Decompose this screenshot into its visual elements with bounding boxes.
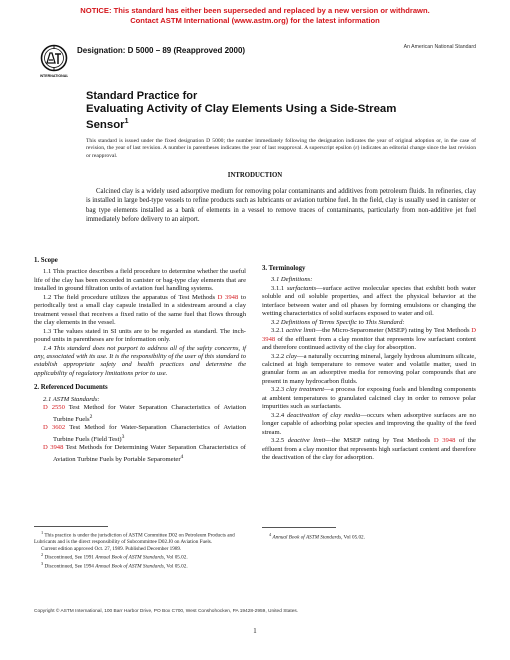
term-3-2-5: 3.2.5 deactive limit—the MSEP rating by Test Methods D 3948 of the effluent from a clay monitor that represents high surfactant content and therefore the deactivation of the clay for adsorption. (262, 437, 476, 461)
title-line-1: Standard Practice for (86, 90, 198, 102)
link-d2550[interactable]: D 2550 (43, 404, 65, 412)
logo-wordmark: INTERNATIONAL (40, 74, 68, 78)
scope-heading: 1. Scope (34, 257, 58, 264)
footnote-3: $^3$ Discontinued, See 1994 Annual Book of ASTM Standards, Vol 05.02. (41, 561, 188, 571)
specific-definitions-subheading: 3.2 Definitions of Terms Specific to This Standard: (271, 318, 405, 326)
astm-standards-subheading: 2.1 ASTM Standards: (43, 395, 100, 403)
footnote-1-edition: Current edition approved Oct. 27, 1989. Published December 1989. (41, 545, 182, 552)
terminology-heading: 3. Terminology (262, 265, 306, 272)
right-column (262, 253, 476, 462)
american-national-standard-label: An American National Standard (403, 44, 476, 50)
title-footnote-marker: 1 (124, 117, 129, 125)
notice-line-1: NOTICE: This standard has either been superseded and replaced by a new version or withdrawn. (80, 6, 430, 15)
term-3-2-1: 3.2.1 active limit—the Micro-Separometer (MSEP) rating by Test Methods D 3948 of the effluent from a clay monitor that represents low surfactant content and therefore continued activity of the clay for absorption. (262, 327, 477, 352)
introduction-heading: INTRODUCTION (227, 172, 283, 179)
notice-line-2: Contact ASTM International (www.astm.org) for the latest information (130, 15, 380, 25)
referenced-documents-heading: 2. Referenced Documents (34, 384, 108, 392)
title-line-3: Sensor$^1$ (86, 117, 129, 131)
left-column (34, 253, 246, 465)
scope-1-1: 1.1 This practice describes a field procedure to determine whether the useful life of the clay has been exceeded in canister or bag-type clay elements that are installed in ground filtration units of aviation fuel handling systems. (34, 268, 246, 293)
superseded-notice (0, 6, 510, 25)
link-d3948[interactable]: D 3948 (43, 444, 64, 452)
introduction-text: Calcined clay is a widely used adsorptive medium for removing polar contaminants and additives from petroleum fluids. In refineries, clay is installed in large bed-type vessels to refine products such as lubricants or aviation turbine fuel. In the field, clay is usually used in canister or bag type elements installed as a bank of elements in a vessel to remove traces of contaminants, particularly from non-additive jet fuel immediately before delivery to an airport. (86, 188, 476, 223)
astm-logo-icon (40, 44, 68, 80)
footnote-4: $^4$ Annual Book of ASTM Standards, Vol 05.02. (269, 531, 365, 541)
ref-item: D 2550 Test Method for Water Separation Characteristics of Aviation Turbine Fuels$^2$ (43, 404, 246, 423)
link-d3948[interactable]: D 3948 (217, 293, 239, 301)
scope-1-3: 1.3 The values stated in SI units are to be regarded as standard. The inch-pound units in parentheses are for information only. (34, 327, 246, 344)
footnotes-left (34, 526, 246, 571)
footnote-rule (34, 526, 108, 527)
link-d3948[interactable]: D 3948 (262, 327, 477, 343)
scope-1-2: 1.2 The field procedure utilizes the apparatus of Test Methods D 3948 to periodically test a small clay capsule installed in a sidestream around a clay treatment vessel that receives a fixed ratio of the same fuel that flows through the clay elements in the vessel. (34, 293, 246, 327)
link-d3948[interactable]: D 3948 (433, 437, 456, 445)
issued-note: This standard is issued under the fixed designation D 5000; the number immediately following the designation indicates the year of original adoption or, in the case of revision, the year of last revision. A number in parentheses indicates the year of last reapproval. A superscript epsilon (ε) indicates an editorial change since the last revision or reapproval. (86, 138, 476, 159)
footnotes-right (262, 527, 476, 541)
link-d3602[interactable]: D 3602 (43, 424, 66, 432)
term-3-2-2: 3.2.2 clay—a naturally occurring mineral, largely hydrous aluminum silicate, calcined at high temperature to remove water and volatile matter, used in granular form as an adsorptive media for removing polar compounds that are present in many hydrocarbon fluids. (262, 352, 476, 385)
title-line-2: Evaluating Activity of Clay Elements Using a Side-Stream (86, 103, 397, 115)
ref-item: D 3948 Test Methods for Determining Water Separation Characteristics of Aviation Turbine Fuels by Portable Separometer$^4$ (43, 444, 246, 464)
term-3-2-4: 3.2.4 deactivation of clay media—occurs when adsorptive surfaces are no longer capable of adsorbing polar species and improving the quality of the feed stream. (262, 411, 477, 436)
term-3-2-3: 3.2.3 clay treatment—a process for exposing fuels and blending components at ambient temperatures to granulated calcined clay in order to remove polar impurities such as surfactants. (262, 386, 476, 411)
term-3-1-1: 3.1.1 surfactants—surface active molecular species that exhibit both water soluble and oil soluble properties, and affect the physical behavior at the interface between water and oil phases by forming emulsions or changing the wetting characteristics of solid surfaces exposed to water and oil. (262, 284, 476, 318)
document-title (86, 90, 476, 131)
scope-1-4: 1.4 This standard does not purport to address all of the safety concerns, if any, associated with its use. It is the responsibility of the user of this standard to establish appropriate safety and health practices and determine the applicability of regulatory limitations prior to use. (34, 344, 246, 377)
ref-item: D 3602 Test Method for Water-Separation Characteristics of Aviation Turbine Fuels (Field Test)$^3$ (43, 424, 246, 443)
footnote-2: $^2$ Discontinued, See 1991 Annual Book of ASTM Standards, Vol 05.02. (41, 552, 188, 561)
definitions-subheading: 3.1 Definitions: (271, 276, 313, 284)
footnote-rule (262, 527, 336, 528)
designation: Designation: D 5000 – 89 (Reapproved 2000) (77, 46, 246, 55)
page-number: 1 (253, 628, 257, 635)
footnote-1: $^1$ This practice is under the jurisdiction of ASTM Committee D02 on Petroleum Products and Lubricants and is the direct responsibility of Subcommittee D02.J0 on Aviation Fuels. (34, 529, 235, 545)
copyright-line: Copyright © ASTM International, 100 Barr Harbor Drive, PO Box C700, West Conshohocken, PA 19428-2959, United States. (34, 609, 299, 614)
